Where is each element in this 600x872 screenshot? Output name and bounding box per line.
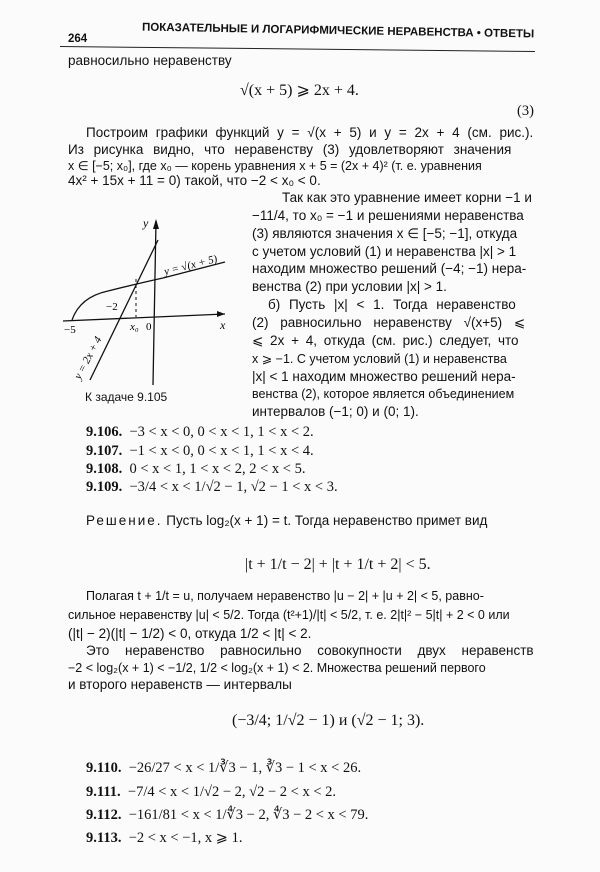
y-axis-arrow-icon	[153, 219, 159, 229]
x-axis-arrow-icon	[217, 311, 225, 317]
answer-number: 9.113.	[86, 830, 122, 846]
tick-label: 0	[146, 321, 152, 333]
answer-text: 0 < x < 1, 1 < x < 2, 2 < x < 5.	[129, 461, 306, 477]
answer-9-112	[86, 806, 368, 824]
text-line: x ∈ [−5; x₀], где x₀ — корень уравнения x + 5 = (2x + 4)² (т. е. уравнения	[68, 159, 482, 173]
answer-number: 9.110.	[86, 760, 122, 776]
text-line: равносильно неравенству	[68, 53, 232, 68]
text-line: венства (2) при условии |x| > 1.	[252, 279, 447, 294]
answer-9-106	[86, 423, 314, 441]
curve-label: y = √(x + 5)	[162, 253, 219, 278]
equation-number: (3)	[517, 103, 534, 119]
x-axis	[63, 314, 225, 321]
answer-text: −26/27 < x < 1/∛3 − 1, ∛3 − 1 < x < 26.	[128, 760, 362, 776]
line-label: y = 2x + 4	[72, 334, 105, 382]
answer-number: 9.108.	[86, 461, 123, 477]
solution-intro	[86, 512, 487, 530]
equation-3: √(x + 5) ⩾ 2x + 4.	[240, 82, 359, 99]
answer-text: −1 < x < 0, 0 < x < 1, 1 < x < 4.	[129, 443, 314, 459]
answer-9-110	[86, 759, 361, 777]
answer-text: −3 < x < 0, 0 < x < 1, 1 < x < 2.	[129, 424, 314, 440]
figure-caption: К задаче 9.105	[85, 390, 168, 404]
text-line: Так как это уравнение имеет корни −1 и	[282, 190, 532, 205]
text-line: (3) являются значения x ∈ [−5; −1], откуда	[252, 226, 518, 241]
tick-label: −5	[64, 324, 76, 336]
answer-text: −3/4 < x < 1/√2 − 1, √2 − 1 < x < 3.	[129, 479, 338, 495]
tick-label: −2	[106, 301, 118, 313]
text-line: |x| < 1 находим множество решений нера-	[252, 369, 516, 384]
intervals-equation: (−3/4; 1/√2 − 1) и (√2 − 1; 3).	[232, 712, 425, 729]
text-line: б) Пусть |x| < 1. Тогда неравенство	[268, 297, 516, 312]
text-line: (|t| − 2)(|t| − 1/2) < 0, откуда 1/2 < |t| < 2.	[68, 626, 312, 641]
answer-number: 9.109.	[86, 479, 123, 495]
solution-label: Решение.	[86, 513, 163, 528]
answer-text: −161/81 < x < 1/∜3 − 2, ∜3 − 2 < x < 79.	[128, 807, 369, 823]
text-line: Это неравенство равносильно совокупности двух неравенств	[86, 643, 534, 658]
text-line: −2 < log₂(x + 1) < −1/2, 1/2 < log₂(x + 1) < 2. Множества решений первого	[68, 661, 486, 675]
text-line: венства (2), которое является объединением	[252, 387, 515, 401]
page-number: 264	[68, 33, 88, 45]
answer-number: 9.112.	[86, 807, 122, 823]
answer-text: −2 < x < −1, x ⩾ 1.	[128, 830, 243, 846]
answer-9-113	[86, 829, 242, 847]
running-title: ПОКАЗАТЕЛЬНЫЕ И ЛОГАРИФМИЧЕСКИЕ НЕРАВЕНСТВА • ОТВЕТЫ	[141, 21, 535, 41]
answer-number: 9.111.	[86, 784, 121, 800]
text-line: Полагая t + 1/t = u, получаем неравенство |u − 2| + |u + 2| < 5, равно-	[86, 589, 484, 603]
text-line: −11/4, то x₀ = −1 и решениями неравенства	[252, 208, 524, 223]
text-line: сильное неравенству |u| < 5/2. Тогда (t²+1)/|t| < 5/2, т. е. 2|t|² − 5|t| + 2 < 0 или	[68, 608, 510, 622]
text-line: с учетом условий (1) и неравенства |x| > 1	[252, 244, 517, 259]
text-line: ⩽ 2x + 4, откуда (см. рис.) следует, что	[252, 333, 519, 348]
text-line: и второго неравенств — интервалы	[68, 677, 292, 692]
equation: |t + 1/t − 2| + |t + 1/t + 2| < 5.	[245, 556, 431, 573]
text-line: Построим графики функций y = √(x + 5) и y = 2x + 4 (см. рис.).	[86, 125, 534, 140]
answer-number: 9.106.	[86, 424, 123, 440]
answer-9-111	[86, 783, 336, 801]
answer-9-107	[86, 442, 314, 460]
x-axis-label: x	[220, 318, 226, 332]
y-axis-label: y	[143, 216, 149, 230]
text-line: Пусть log₂(x + 1) = t. Тогда неравенство примет вид	[166, 513, 488, 528]
graph-figure	[60, 205, 240, 385]
text-line: x ⩾ −1. С учетом условий (1) и неравенства	[252, 352, 507, 366]
text-line: находим множество решений (−4; −1) нера-	[252, 261, 527, 276]
text-line: 4x² + 15x + 11 = 0) такой, что −2 < x₀ < 0.	[68, 173, 321, 188]
text-line: интервалов (−1; 0) и (0; 1).	[252, 404, 419, 419]
linear-line	[90, 240, 158, 380]
answer-9-109	[86, 478, 338, 496]
answer-number: 9.107.	[86, 443, 123, 459]
answer-9-108	[86, 460, 305, 478]
text-line: Из рисунка видно, что неравенству (3) удовлетворяют значения	[68, 142, 512, 157]
text-line: (2) равносильно неравенству √(x+5) ⩽	[252, 315, 526, 330]
tick-label: x₀	[130, 321, 139, 333]
sqrt-curve	[72, 262, 225, 320]
answer-text: −7/4 < x < 1/√2 − 2, √2 − 2 < x < 2.	[127, 784, 336, 800]
